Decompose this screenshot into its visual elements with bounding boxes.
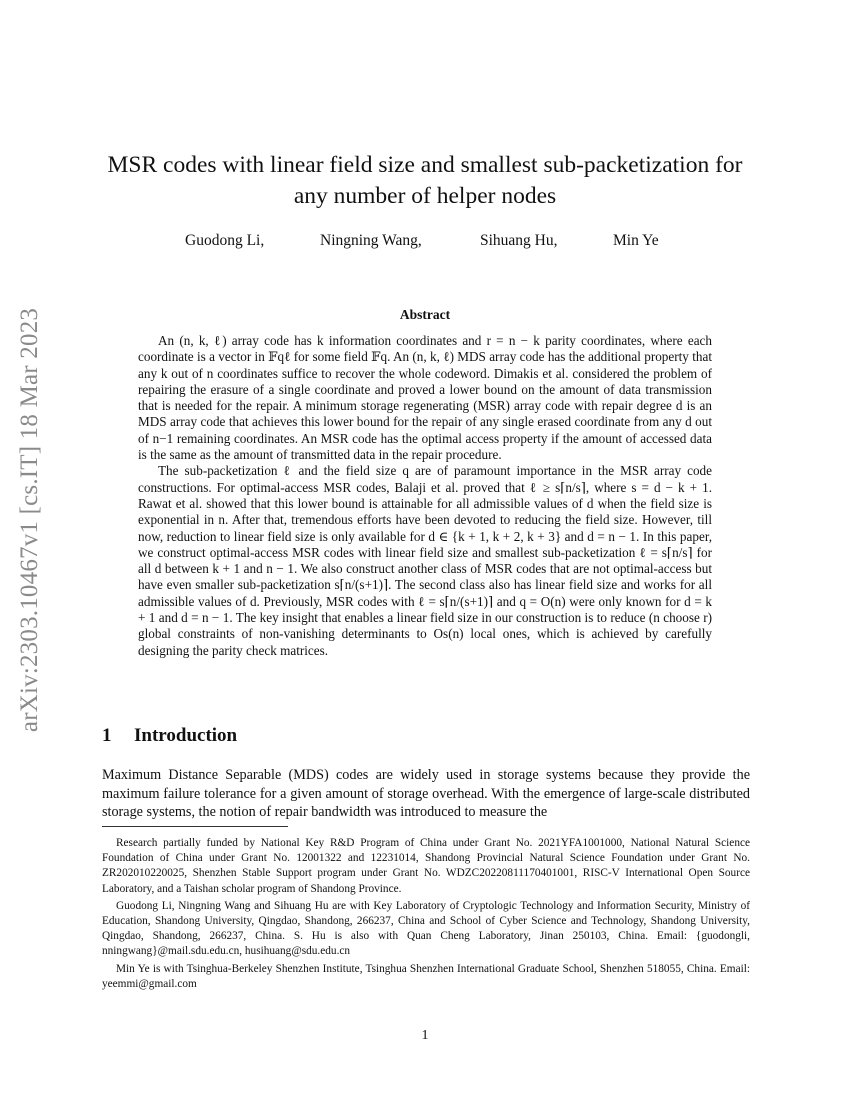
footnote-affiliation-2: Min Ye is with Tsinghua-Berkeley Shenzhen Institute, Tsinghua Shenzhen International Graduate School, Shenzhen 518055, China. Email: yeemmi@gmail.com — [102, 962, 750, 990]
abstract-heading: Abstract — [399, 307, 451, 322]
section-number: 1 — [102, 725, 112, 746]
paper-title — [100, 150, 750, 212]
footnote-affiliation-1: Guodong Li, Ningning Wang and Sihuang Hu are with Key Laboratory of Cryptologic Technology and Information Security, Ministry of Education, Shandong University, Qingdao, Shandong, 266237, China and School of Cyber Science and Technology, Shandong University, Qingdao, Shandong, 266237, China. S. Hu is also with Quan Cheng Laboratory, Jinan 250103, China. Email: {guodongli, nningwang}@mail.sdu.edu.cn, husihuang@sdu.edu.cn — [102, 899, 750, 958]
footnotes — [102, 836, 750, 994]
title-line-1: MSR codes with linear field size and smallest sub-packetization for — [107, 152, 743, 178]
title-line-2: any number of helper nodes — [293, 183, 557, 209]
arxiv-identifier: arXiv:2303.10467v1 [cs.IT] 18 Mar 2023 — [16, 307, 43, 733]
section-heading — [102, 725, 237, 747]
arxiv-sidebar — [5, 270, 55, 770]
abstract-paragraph-1: An (n, k, ℓ) array code has k information coordinates and r = n − k parity coordinates, where each coordinate is a vector in 𝔽qℓ for some field 𝔽q. An (n, k, ℓ) MDS array code has the additional property that any k out of n coordinates suffice to recover the whole codeword. Dimakis et al. considered the problem of repairing the erasure of a single coordinate and proved a lower bound on the amount of data transmission that is needed for the repair. A minimum storage regenerating (MSR) array code with repair degree d is an MDS array code that achieves this lower bound for the repair of any single erased coordinate from any d out of n−1 remaining coordinates. An MSR code has the optimal access property if the amount of accessed data is the same as the amount of transmitted data in the repair procedure. — [138, 333, 712, 463]
footnote-funding: Research partially funded by National Key R&D Program of China under Grant No. 2021YFA1001000, National Natural Science Foundation of China under Grant No. 12001322 and 12231014, Shandong Provincial Natural Science Foundation under Grant No. ZR202010220025, Shenzhen Stable Support program under Grant No. WDZC20220811170401001, RISC-V International Open Source Laboratory, and a Taishan scholar program of Shandong Province. — [102, 837, 750, 895]
author-3: Sihuang Hu, — [480, 232, 558, 249]
author-1: Guodong Li, — [185, 232, 265, 249]
page-number: 1 — [421, 1028, 429, 1043]
author-4: Min Ye — [613, 232, 659, 249]
abstract-body — [138, 333, 712, 659]
abstract-paragraph-2: The sub-packetization ℓ and the field size q are of paramount importance in the MSR array code constructions. For optimal-access MSR codes, Balaji et al. proved that ℓ ≥ s⌈n/s⌉, where s = d − k + 1. Rawat et al. showed that this lower bound is attainable for all admissible values of d when the field size is exponential in n. After that, tremendous efforts have been devoted to reducing the field size. However, till now, reduction to linear field size is only available for d ∈ {k + 1, k + 2, k + 3} and d = n − 1. In this paper, we construct optimal-access MSR codes with linear field size and smallest sub-packetization ℓ = s⌈n/s⌉ for all d between k + 1 and n − 1. We also construct another class of MSR codes that are not optimal-access but have even smaller sub-packetization s⌈n/(s+1)⌉. The second class also has linear field size and works for all admissible values of d. Previously, MSR codes with ℓ = s⌈n/(s+1)⌉ and q = O(n) were only known for d = k + 1 and d = n − 1. The key insight that enables a linear field size in our construction is to reduce (n choose r) global constraints of non-vanishing determinants to Os(n) local ones, which is achieved by carefully designing the parity check matrices. — [138, 463, 712, 658]
intro-paragraph: Maximum Distance Separable (MDS) codes are widely used in storage systems because they provide the maximum failure tolerance for a given amount of storage overhead. With the emergence of large-scale distributed storage systems, the notion of repair bandwidth was introduced to measure the — [102, 767, 750, 820]
section-title: Introduction — [134, 725, 238, 746]
footnote-rule — [102, 826, 288, 827]
author-2: Ningning Wang, — [320, 232, 422, 249]
